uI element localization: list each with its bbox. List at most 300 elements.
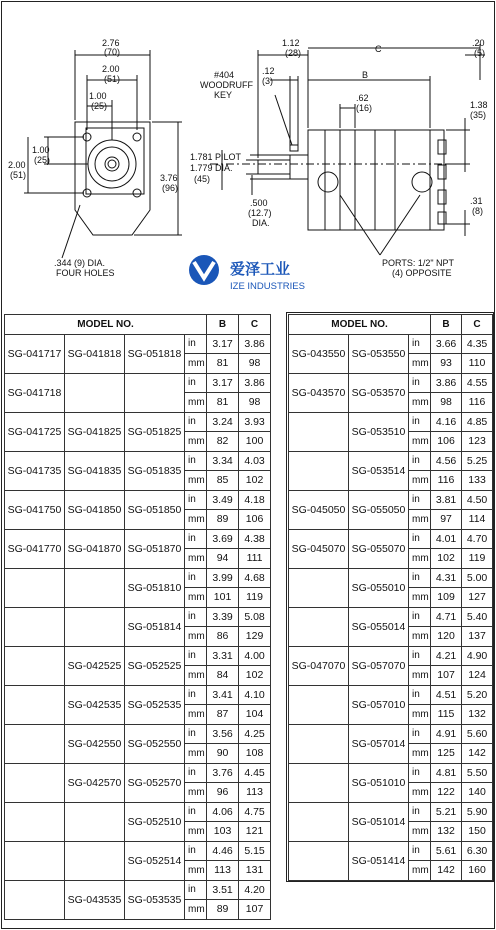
unit-cell: mm (409, 510, 431, 530)
c-value-cell: 4.03 (239, 451, 271, 471)
center-hole (108, 160, 116, 168)
model-cell (5, 880, 65, 919)
dim-text: 2.00 (8, 160, 26, 170)
table-row (5, 802, 271, 822)
dim-text: .31 (470, 196, 483, 206)
dim-text: 3.76 (160, 173, 178, 183)
table-row (5, 490, 271, 510)
model-cell: SG-053550 (349, 334, 409, 373)
model-cell (65, 568, 125, 607)
b-value-cell: 89 (207, 510, 239, 530)
model-cell: SG-043535 (65, 880, 125, 919)
unit-cell: in (409, 529, 431, 549)
c-value-cell: 123 (462, 432, 493, 452)
model-cell: SG-051850 (125, 490, 185, 529)
table-row (5, 373, 271, 393)
c-value-cell: 132 (462, 705, 493, 725)
b-value-cell: 84 (207, 666, 239, 686)
unit-cell: mm (409, 705, 431, 725)
c-value-cell: 4.90 (462, 646, 493, 666)
b-value-cell: 106 (431, 432, 462, 452)
unit-cell: in (185, 334, 207, 354)
model-cell: SG-051814 (125, 607, 185, 646)
b-value-cell: 4.01 (431, 529, 462, 549)
unit-cell: in (409, 373, 431, 393)
c-value-cell: 113 (239, 783, 271, 803)
model-cell: SG-041850 (65, 490, 125, 529)
header-b: B (207, 315, 239, 335)
b-value-cell: 113 (207, 861, 239, 881)
model-cell (5, 607, 65, 646)
dim-text: (51) (104, 74, 121, 84)
c-value-cell: 140 (462, 783, 493, 803)
c-value-cell: 4.18 (239, 490, 271, 510)
header-b: B (431, 315, 462, 335)
model-cell: SG-055010 (349, 568, 409, 607)
model-cell: SG-042535 (65, 685, 125, 724)
model-cell (5, 724, 65, 763)
model-cell: SG-053535 (125, 880, 185, 919)
c-value-cell: 160 (462, 861, 493, 881)
dim-text: (28) (285, 48, 302, 58)
unit-cell: mm (409, 861, 431, 881)
unit-cell: mm (409, 666, 431, 686)
table-row (5, 724, 271, 744)
unit-cell: in (409, 607, 431, 627)
note-text: WOODRUFF (200, 80, 253, 90)
b-value-cell: 109 (431, 588, 462, 608)
model-cell: SG-051810 (125, 568, 185, 607)
model-cell: SG-042570 (65, 763, 125, 802)
table-row (5, 568, 271, 588)
unit-cell: mm (409, 588, 431, 608)
dim-text: (35) (470, 110, 487, 120)
c-value-cell: 5.15 (239, 841, 271, 861)
model-cell: SG-053510 (349, 412, 409, 451)
c-value-cell: 111 (239, 549, 271, 569)
unit-cell: mm (185, 666, 207, 686)
dim-text: 1.12 (282, 38, 300, 48)
model-cell (5, 763, 65, 802)
model-cell: SG-055014 (349, 607, 409, 646)
c-value-cell: 102 (239, 666, 271, 686)
model-cell: SG-057014 (349, 724, 409, 763)
c-value-cell: 121 (239, 822, 271, 842)
unit-cell: in (409, 724, 431, 744)
model-cell (65, 373, 125, 412)
b-value-cell: 103 (207, 822, 239, 842)
model-cell: SG-045050 (289, 490, 349, 529)
c-value-cell: 5.60 (462, 724, 493, 744)
unit-cell: in (185, 490, 207, 510)
shaft (258, 160, 290, 174)
unit-cell: in (185, 568, 207, 588)
unit-cell: mm (409, 471, 431, 491)
b-value-cell: 3.17 (207, 373, 239, 393)
dim-text: 2.76 (102, 38, 120, 48)
unit-cell: mm (409, 549, 431, 569)
unit-cell: mm (185, 783, 207, 803)
model-cell: SG-042525 (65, 646, 125, 685)
c-value-cell: 5.90 (462, 802, 493, 822)
model-cell: SG-055070 (349, 529, 409, 568)
note-text: .344 (9) DIA. (54, 258, 106, 268)
unit-cell: mm (185, 354, 207, 374)
unit-cell: mm (409, 744, 431, 764)
c-value-cell: 102 (239, 471, 271, 491)
c-value-cell: 127 (462, 588, 493, 608)
model-cell: SG-052510 (125, 802, 185, 841)
b-value-cell: 81 (207, 393, 239, 413)
note-text: PORTS: 1/2" NPT (382, 258, 455, 268)
b-value-cell: 3.34 (207, 451, 239, 471)
c-value-cell: 100 (239, 432, 271, 452)
b-value-cell: 116 (431, 471, 462, 491)
b-value-cell: 3.41 (207, 685, 239, 705)
model-cell: SG-055050 (349, 490, 409, 529)
dim-text: (8) (472, 206, 483, 216)
model-cell: SG-052514 (125, 841, 185, 880)
c-value-cell: 4.85 (462, 412, 493, 432)
model-cell: SG-041825 (65, 412, 125, 451)
model-cell: SG-045070 (289, 529, 349, 568)
header-c: C (462, 315, 493, 335)
c-value-cell: 4.00 (239, 646, 271, 666)
logo-en-text: IZE INDUSTRIES (230, 281, 305, 292)
b-value-cell: 4.21 (431, 646, 462, 666)
unit-cell: in (185, 529, 207, 549)
b-value-cell: 4.46 (207, 841, 239, 861)
model-cell: SG-042550 (65, 724, 125, 763)
left-table-body (5, 334, 271, 919)
dim-text: 1.00 (89, 91, 107, 101)
company-logo (186, 252, 326, 296)
model-cell (65, 802, 125, 841)
c-value-cell: 3.93 (239, 412, 271, 432)
model-cell (5, 841, 65, 880)
model-cell (125, 373, 185, 412)
c-value-cell: 104 (239, 705, 271, 725)
dim-text: .62 (356, 93, 369, 103)
note-text: #404 (214, 70, 235, 80)
model-cell (5, 802, 65, 841)
unit-cell: in (185, 685, 207, 705)
b-value-cell: 3.17 (207, 334, 239, 354)
model-cell: SG-041870 (65, 529, 125, 568)
c-value-cell: 4.20 (239, 880, 271, 900)
unit-cell: in (409, 451, 431, 471)
table-row (5, 880, 271, 900)
b-value-cell: 3.39 (207, 607, 239, 627)
c-value-cell: 119 (462, 549, 493, 569)
note-text: FOUR HOLES (56, 268, 115, 278)
c-value-cell: 108 (239, 744, 271, 764)
shaft-circle (105, 157, 119, 171)
model-cell: SG-057010 (349, 685, 409, 724)
unit-cell: mm (185, 822, 207, 842)
unit-cell: in (409, 568, 431, 588)
pilot-inner-circle (95, 147, 129, 181)
dim-text: (51) (10, 170, 27, 180)
table-row (5, 607, 271, 627)
dim-text: (12.7) (248, 208, 272, 218)
c-value-cell: 133 (462, 471, 493, 491)
model-cell: SG-051825 (125, 412, 185, 451)
c-value-cell: 5.40 (462, 607, 493, 627)
b-value-cell: 107 (431, 666, 462, 686)
b-value-cell: 87 (207, 705, 239, 725)
model-cell: SG-051414 (349, 841, 409, 880)
unit-cell: mm (409, 393, 431, 413)
b-value-cell: 4.16 (431, 412, 462, 432)
dim-text: 2.00 (102, 64, 120, 74)
model-cell: SG-041725 (5, 412, 65, 451)
c-value-cell: 142 (462, 744, 493, 764)
b-value-cell: 122 (431, 783, 462, 803)
c-value-cell: 131 (239, 861, 271, 881)
b-value-cell: 3.24 (207, 412, 239, 432)
b-value-cell: 3.76 (207, 763, 239, 783)
c-value-cell: 3.86 (239, 373, 271, 393)
c-value-cell: 5.25 (462, 451, 493, 471)
logo-svg (186, 252, 326, 296)
b-value-cell: 3.56 (207, 724, 239, 744)
b-value-cell: 3.66 (431, 334, 462, 354)
model-cell: SG-053514 (349, 451, 409, 490)
unit-cell: mm (185, 393, 207, 413)
model-cell: SG-041717 (5, 334, 65, 373)
dim-text: (25) (91, 101, 108, 111)
dim-text: DIA. (252, 218, 270, 228)
b-value-cell: 96 (207, 783, 239, 803)
model-cell: SG-051818 (125, 334, 185, 373)
bolt-hole (83, 133, 91, 141)
c-value-cell: 4.10 (239, 685, 271, 705)
b-value-cell: 120 (431, 627, 462, 647)
unit-cell: in (409, 646, 431, 666)
dim-text: B (362, 70, 369, 80)
c-value-cell: 3.86 (239, 334, 271, 354)
dim-text: 1.779 DIA. (190, 163, 233, 173)
model-cell: SG-053570 (349, 373, 409, 412)
b-value-cell: 81 (207, 354, 239, 374)
c-value-cell: 116 (462, 393, 493, 413)
c-value-cell: 5.00 (462, 568, 493, 588)
c-value-cell: 5.50 (462, 763, 493, 783)
unit-cell: in (409, 490, 431, 510)
b-value-cell: 101 (207, 588, 239, 608)
unit-cell: in (409, 412, 431, 432)
c-value-cell: 107 (239, 900, 271, 920)
unit-cell: in (409, 763, 431, 783)
c-value-cell: 114 (462, 510, 493, 530)
unit-cell: mm (185, 705, 207, 725)
b-value-cell: 125 (431, 744, 462, 764)
model-table-left (4, 314, 271, 920)
model-cell: SG-052525 (125, 646, 185, 685)
dim-text: (70) (104, 47, 121, 57)
b-value-cell: 98 (431, 393, 462, 413)
b-value-cell: 4.71 (431, 607, 462, 627)
pump-body (308, 130, 444, 230)
dim-text: (25) (34, 155, 51, 165)
model-cell (5, 568, 65, 607)
dim-text: .12 (262, 66, 275, 76)
b-value-cell: 4.51 (431, 685, 462, 705)
unit-cell: mm (185, 432, 207, 452)
table-row (5, 412, 271, 432)
b-value-cell: 90 (207, 744, 239, 764)
model-cell: SG-051835 (125, 451, 185, 490)
dim-text: 1.781 PILOT (190, 152, 242, 162)
unit-cell: mm (409, 783, 431, 803)
unit-cell: in (185, 802, 207, 822)
port-circle (412, 172, 432, 192)
unit-cell: in (409, 334, 431, 354)
bolt-hole (133, 189, 141, 197)
unit-cell: in (185, 373, 207, 393)
b-value-cell: 3.86 (431, 373, 462, 393)
table-row (5, 685, 271, 705)
unit-cell: in (409, 802, 431, 822)
b-value-cell: 4.06 (207, 802, 239, 822)
c-value-cell: 137 (462, 627, 493, 647)
bolt-hole (133, 133, 141, 141)
b-value-cell: 86 (207, 627, 239, 647)
unit-cell: mm (409, 627, 431, 647)
c-value-cell: 4.35 (462, 334, 493, 354)
model-cell (65, 607, 125, 646)
model-cell: SG-051870 (125, 529, 185, 568)
c-value-cell: 4.68 (239, 568, 271, 588)
c-value-cell: 4.70 (462, 529, 493, 549)
table-row (5, 841, 271, 861)
unit-cell: mm (409, 432, 431, 452)
model-cell: SG-052570 (125, 763, 185, 802)
b-value-cell: 102 (431, 549, 462, 569)
b-value-cell: 132 (431, 822, 462, 842)
dim-text: (45) (194, 174, 211, 184)
bolt-hole (83, 189, 91, 197)
c-value-cell: 5.08 (239, 607, 271, 627)
unit-cell: in (185, 724, 207, 744)
b-value-cell: 3.99 (207, 568, 239, 588)
dim-text: C (375, 44, 382, 54)
c-value-cell: 98 (239, 354, 271, 374)
c-value-cell: 110 (462, 354, 493, 374)
b-value-cell: 115 (431, 705, 462, 725)
c-value-cell: 119 (239, 588, 271, 608)
b-value-cell: 4.91 (431, 724, 462, 744)
model-cell: SG-043550 (289, 334, 349, 373)
unit-cell: mm (409, 822, 431, 842)
c-value-cell: 4.55 (462, 373, 493, 393)
c-value-cell: 4.75 (239, 802, 271, 822)
c-value-cell: 129 (239, 627, 271, 647)
b-value-cell: 3.31 (207, 646, 239, 666)
model-cell (5, 646, 65, 685)
technical-drawing (0, 0, 496, 310)
unit-cell: mm (185, 549, 207, 569)
b-value-cell: 89 (207, 900, 239, 920)
model-cell: SG-041735 (5, 451, 65, 490)
unit-cell: mm (185, 900, 207, 920)
header-c: C (239, 315, 271, 335)
dim-text: 1.00 (32, 145, 50, 155)
model-cell: SG-041835 (65, 451, 125, 490)
unit-cell: in (409, 685, 431, 705)
b-value-cell: 5.21 (431, 802, 462, 822)
table-row (5, 334, 271, 354)
b-value-cell: 97 (431, 510, 462, 530)
b-value-cell: 85 (207, 471, 239, 491)
dim-text: (16) (356, 103, 373, 113)
c-value-cell: 4.25 (239, 724, 271, 744)
model-cell: SG-052550 (125, 724, 185, 763)
b-value-cell: 4.31 (431, 568, 462, 588)
b-value-cell: 4.56 (431, 451, 462, 471)
model-cell: SG-057070 (349, 646, 409, 685)
c-value-cell: 124 (462, 666, 493, 686)
port-circle (318, 172, 338, 192)
unit-cell: mm (185, 510, 207, 530)
b-value-cell: 94 (207, 549, 239, 569)
model-cell: SG-041818 (65, 334, 125, 373)
model-cell: SG-041750 (5, 490, 65, 529)
unit-cell: mm (185, 744, 207, 764)
model-cell: SG-051014 (349, 802, 409, 841)
c-value-cell: 150 (462, 822, 493, 842)
unit-cell: mm (185, 861, 207, 881)
unit-cell: mm (185, 627, 207, 647)
unit-cell: in (185, 412, 207, 432)
b-value-cell: 3.49 (207, 490, 239, 510)
b-value-cell: 3.81 (431, 490, 462, 510)
model-cell: SG-052535 (125, 685, 185, 724)
b-value-cell: 82 (207, 432, 239, 452)
logo-cn-text: 爱泽工业 (230, 260, 291, 278)
c-value-cell: 4.45 (239, 763, 271, 783)
b-value-cell: 4.81 (431, 763, 462, 783)
dim-text: 1.38 (470, 100, 488, 110)
unit-cell: in (409, 841, 431, 861)
c-value-cell: 4.50 (462, 490, 493, 510)
unit-cell: mm (409, 354, 431, 374)
model-cell: SG-041770 (5, 529, 65, 568)
c-value-cell: 6.30 (462, 841, 493, 861)
dim-text: (96) (162, 183, 179, 193)
c-value-cell: 4.38 (239, 529, 271, 549)
table-row (5, 646, 271, 666)
header-model: MODEL NO. (5, 315, 207, 335)
table-row (5, 763, 271, 783)
unit-cell: in (185, 607, 207, 627)
unit-cell: in (185, 880, 207, 900)
dim-text: (5) (474, 48, 485, 58)
right-table-frame (286, 312, 494, 882)
unit-cell: in (185, 646, 207, 666)
pilot (290, 155, 308, 179)
unit-cell: mm (185, 588, 207, 608)
b-value-cell: 3.51 (207, 880, 239, 900)
b-value-cell: 3.69 (207, 529, 239, 549)
model-cell: SG-041718 (5, 373, 65, 412)
c-value-cell: 5.20 (462, 685, 493, 705)
unit-cell: in (185, 451, 207, 471)
note-text: KEY (214, 90, 233, 100)
model-cell (65, 841, 125, 880)
header-model: MODEL NO. (289, 315, 431, 335)
